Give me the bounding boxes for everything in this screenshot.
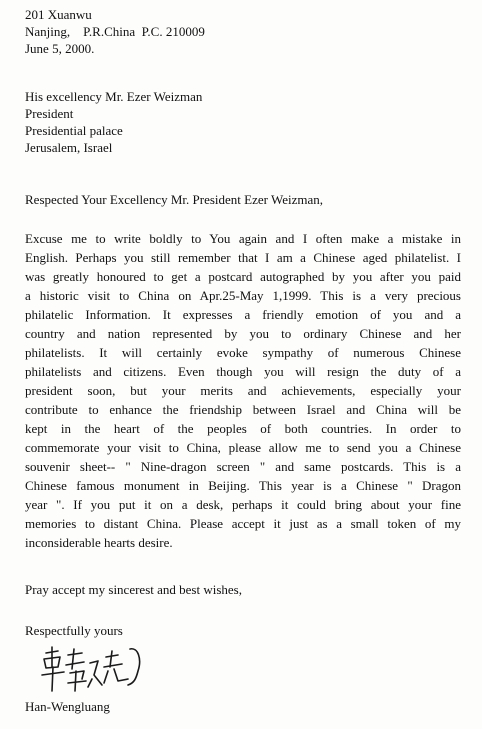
valediction: Respectfully yours bbox=[25, 623, 123, 638]
recipient-name: His excellency Mr. Ezer Weizman bbox=[25, 89, 203, 104]
recipient-address bbox=[25, 88, 202, 156]
body-line: president soon, but your merits and achievements, especially your bbox=[25, 383, 461, 398]
body-line: Chinese famous monument in Beijing. This year is a Chinese " Dragon bbox=[25, 478, 461, 493]
body-line: a historic visit to China on Apr.25-May 1,1999. This is a very precious bbox=[25, 288, 461, 303]
handwritten-signature bbox=[38, 645, 158, 697]
body-line: philatelists. It will certainly evoke sympathy of numerous Chinese bbox=[25, 345, 461, 360]
body-line: year ". If you put it on a desk, perhaps it could bring about your fine bbox=[25, 497, 461, 512]
recipient-city: Jerusalem, Israel bbox=[25, 140, 113, 155]
body-line: memories to distant China. Please accept it just as a small token of my bbox=[25, 516, 461, 531]
signer-name: Han-Wengluang bbox=[25, 699, 110, 714]
letter-body bbox=[25, 229, 461, 552]
signature-drawing bbox=[38, 645, 158, 697]
body-line: inconsiderable hearts desire. bbox=[25, 535, 173, 550]
salutation: Respected Your Excellency Mr. President Ezer Weizman, bbox=[25, 192, 323, 207]
sender-city: Nanjing, P.R.China P.C. 210009 bbox=[25, 24, 205, 39]
body-line: English. Perhaps you still remember that I am a Chinese aged philatelist. I bbox=[25, 250, 461, 265]
body-line: Excuse me to write boldly to You again and I often make a mistake in bbox=[25, 231, 461, 246]
body-line: kept in the heart of the peoples of both countries. In order to bbox=[25, 421, 461, 436]
body-line: country and nation represented by you to ordinary Chinese and her bbox=[25, 326, 461, 341]
closing-wish: Pray accept my sincerest and best wishes, bbox=[25, 582, 242, 597]
sender-street: 201 Xuanwu bbox=[25, 7, 92, 22]
recipient-office: Presidential palace bbox=[25, 123, 123, 138]
body-line: was greatly honoured to get a postcard autographed by you after you paid bbox=[25, 269, 461, 284]
letter-date: June 5, 2000. bbox=[25, 41, 95, 56]
recipient-title: President bbox=[25, 106, 74, 121]
body-line: philatelists and citizens. Even though you will resign the duty of a bbox=[25, 364, 461, 379]
body-line: commemorate your visit to China, please allow me to send you a Chinese bbox=[25, 440, 461, 455]
body-line: philatelic Information. It expresses a friendly emotion of you and a bbox=[25, 307, 461, 322]
body-line: souvenir sheet-- " Nine-dragon screen " and same postcards. This is a bbox=[25, 459, 461, 474]
sender-address bbox=[25, 6, 205, 57]
body-line: contribute to enhance the friendship between Israel and China will be bbox=[25, 402, 461, 417]
